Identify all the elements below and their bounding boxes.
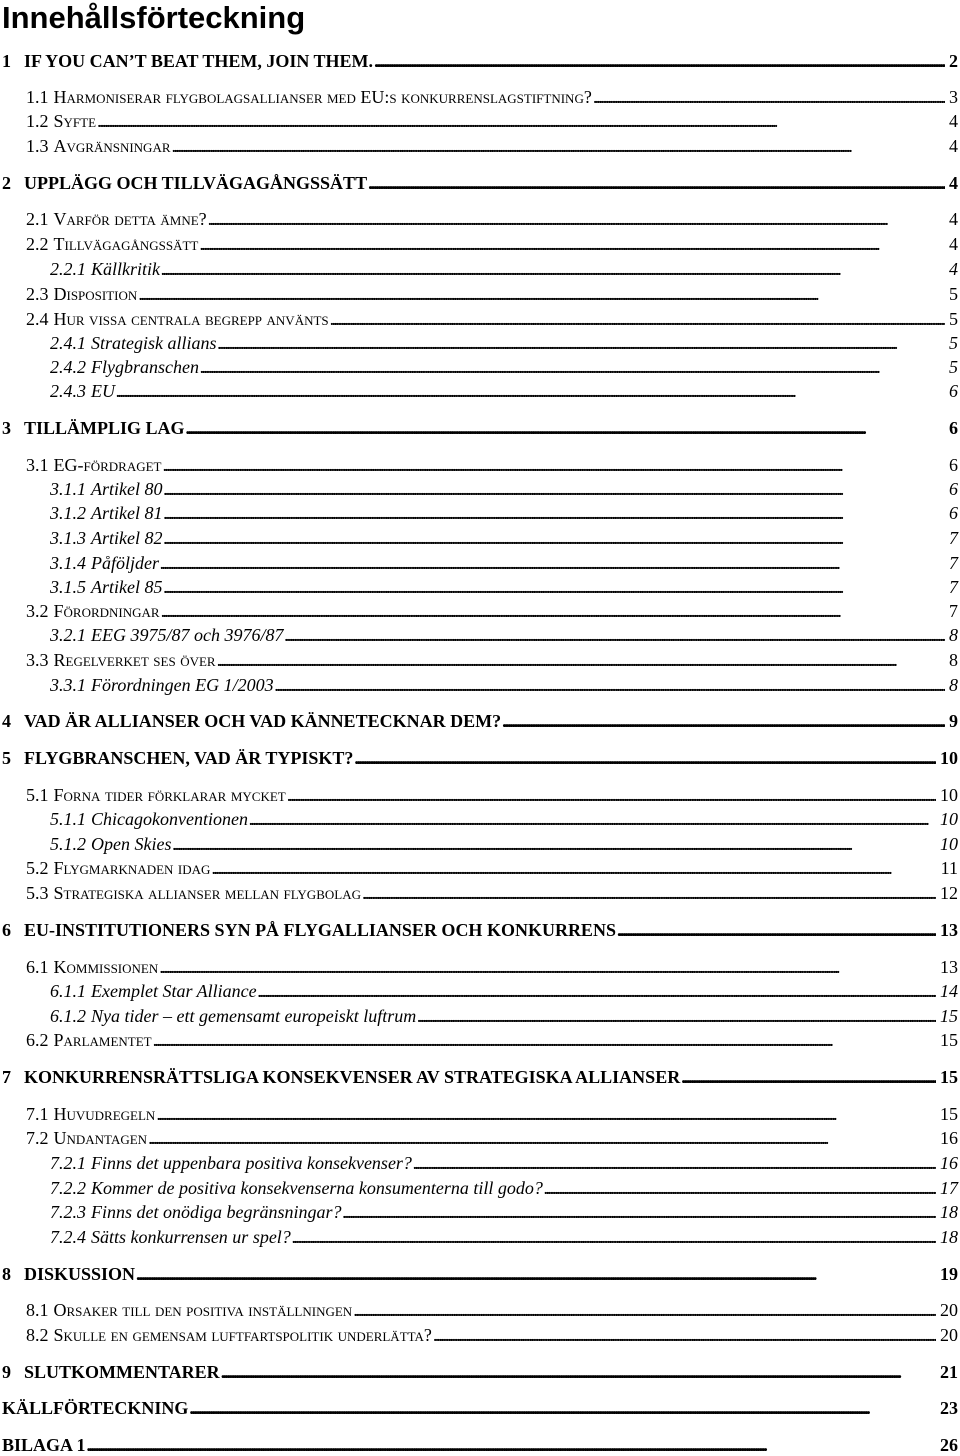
- toc-entry-title: Harmoniserar flygbolagsallianser med EU:s konkurrenslagstiftning?: [53, 87, 592, 107]
- toc-entry[interactable]: [0, 330, 960, 354]
- toc-entry-number: 2.3: [26, 284, 49, 304]
- toc-entry-page-number: 15: [940, 1104, 958, 1124]
- toc-entry[interactable]: [0, 170, 960, 194]
- toc-entry-number: 6.1.1: [50, 981, 86, 1001]
- toc-entry-title: Parlamentet: [53, 1030, 152, 1050]
- toc-entry-number: 3.1.3: [50, 528, 86, 548]
- toc-entry-title: KONKURRENSRÄTTSLIGA KONSEKVENSER AV STRATEGISKA ALLIANSER: [24, 1067, 681, 1087]
- toc-entry[interactable]: [0, 1064, 960, 1088]
- toc-entry-number: 3.2.1: [50, 625, 86, 645]
- toc-entry-title: EU-INSTITUTIONERS SYN PÅ FLYGALLIANSER OCH KONKURRENS: [24, 920, 616, 940]
- toc-entry-title: Regelverket ses över: [53, 650, 216, 670]
- toc-entry-page-number: 7: [949, 601, 958, 621]
- toc-entry[interactable]: [0, 281, 960, 305]
- toc-entry-number: 3.1.4: [50, 553, 86, 573]
- toc-entry-title: VAD ÄR ALLIANSER OCH VAD KÄNNETECKNAR DEM?: [24, 711, 502, 731]
- toc-entry-number: 7.2.1: [50, 1153, 86, 1173]
- toc-dot-leader: [185, 417, 945, 439]
- toc-entry[interactable]: [0, 256, 960, 280]
- toc-entry[interactable]: [0, 831, 960, 855]
- toc-entry-page-number: 26: [940, 1435, 958, 1455]
- toc-dot-leader: [373, 50, 945, 72]
- toc-entry-page-number: 5: [949, 309, 958, 329]
- toc-entry[interactable]: [0, 1322, 960, 1346]
- toc-entry[interactable]: [0, 354, 960, 378]
- toc-dot-leader: [367, 172, 945, 194]
- toc-dot-leader: [162, 576, 945, 598]
- toc-dot-leader: [115, 380, 945, 402]
- toc-entry-title: Påföljder: [91, 553, 159, 573]
- toc-entry[interactable]: [0, 1297, 960, 1321]
- toc-entry-page-number: 10: [940, 785, 958, 805]
- toc-entry[interactable]: [0, 1359, 960, 1383]
- page-title: Innehållsförteckning: [2, 0, 306, 35]
- toc-entry-title: Artikel 80: [91, 479, 163, 499]
- toc-entry[interactable]: [0, 48, 960, 72]
- toc-entry-page-number: 15: [940, 1067, 958, 1087]
- toc-entry-title: Disposition: [53, 284, 138, 304]
- toc-entry-number: 5.1.1: [50, 809, 86, 829]
- toc-entry[interactable]: [0, 1395, 960, 1419]
- toc-entry-number: 8.1: [26, 1300, 49, 1320]
- toc-entry[interactable]: [0, 1199, 960, 1223]
- toc-dot-leader: [616, 919, 936, 941]
- toc-entry-title: Exemplet Star Alliance: [91, 981, 257, 1001]
- toc-dot-leader: [501, 710, 945, 732]
- toc-entry-page-number: 14: [940, 981, 958, 1001]
- toc-entry-number: 5: [2, 748, 11, 768]
- toc-entry-title: KÄLLFÖRTECKNING: [2, 1398, 189, 1418]
- toc-dot-leader: [361, 882, 936, 904]
- toc-entry-number: 2.4.3: [50, 381, 86, 401]
- toc-entry-number: 7.2.4: [50, 1227, 86, 1247]
- toc-dot-leader: [162, 478, 945, 500]
- toc-entry-page-number: 23: [940, 1398, 958, 1418]
- toc-entry[interactable]: [0, 476, 960, 500]
- toc-entry-title: FLYGBRANSCHEN, VAD ÄR TYPISKT?: [24, 748, 354, 768]
- toc-entry-page-number: 9: [949, 711, 958, 731]
- toc-entry-number: 8.2: [26, 1325, 49, 1345]
- toc-entry-number: 6.2: [26, 1030, 49, 1050]
- toc-entry[interactable]: [0, 108, 960, 132]
- toc-entry-page-number: 6: [949, 479, 958, 499]
- toc-entry-page-number: 4: [949, 234, 958, 254]
- toc-entry-title: Open Skies: [91, 834, 172, 854]
- toc-entry-number: 7: [2, 1067, 11, 1087]
- toc-entry-number: 2.4.1: [50, 333, 86, 353]
- toc-entry-page-number: 10: [940, 834, 958, 854]
- toc-entry-number: 3.3: [26, 650, 49, 670]
- toc-dot-leader: [147, 1127, 936, 1149]
- toc-entry[interactable]: [0, 1224, 960, 1248]
- toc-entry-number: 3.1.2: [50, 503, 86, 523]
- toc-entry-page-number: 5: [949, 357, 958, 377]
- toc-entry-title: EG-fördraget: [53, 455, 162, 475]
- toc-entry-page-number: 20: [940, 1325, 958, 1345]
- toc-entry-page-number: 8: [949, 675, 958, 695]
- toc-dot-leader: [432, 1324, 936, 1346]
- toc-entry[interactable]: [0, 452, 960, 476]
- toc-dot-leader: [257, 980, 936, 1002]
- toc-entry[interactable]: [0, 206, 960, 230]
- toc-dot-leader: [352, 1299, 936, 1321]
- toc-entry-page-number: 18: [940, 1227, 958, 1247]
- toc-entry-page-number: 2: [949, 51, 958, 71]
- toc-entry[interactable]: [0, 855, 960, 879]
- toc-entry-title: Tillvägagångssätt: [53, 234, 199, 254]
- toc-entry-page-number: 21: [940, 1362, 958, 1382]
- toc-dot-leader: [158, 956, 936, 978]
- toc-entry-number: 3: [2, 418, 11, 438]
- toc-entry-page-number: 8: [949, 650, 958, 670]
- toc-entry-number: 6.1.2: [50, 1006, 86, 1026]
- toc-entry-number: 3.1: [26, 455, 49, 475]
- toc-entry[interactable]: [0, 880, 960, 904]
- toc-dot-leader: [353, 747, 936, 769]
- toc-entry-page-number: 4: [949, 209, 958, 229]
- toc-entry-title: Forna tider förklarar mycket: [53, 785, 286, 805]
- toc-entry-number: 6.1: [26, 957, 49, 977]
- toc-entry[interactable]: [0, 622, 960, 646]
- toc-entry[interactable]: [0, 415, 960, 439]
- toc-entry-title: Syfte: [53, 111, 97, 131]
- toc-entry-title: Kommissionen: [53, 957, 159, 977]
- toc-entry-title: EEG 3975/87 och 3976/87: [91, 625, 284, 645]
- toc-entry-number: 2.2.1: [50, 259, 86, 279]
- toc-dot-leader: [137, 283, 945, 305]
- toc-entry-title: Chicagokonventionen: [91, 809, 248, 829]
- toc-entry[interactable]: [0, 550, 960, 574]
- toc-entry-number: 7.1: [26, 1104, 49, 1124]
- toc-entry-title: Nya tider – ett gemensamt europeiskt luftrum: [91, 1006, 417, 1026]
- toc-entry-page-number: 4: [949, 259, 958, 279]
- toc-entry[interactable]: [0, 1003, 960, 1027]
- toc-entry-number: 8: [2, 1264, 11, 1284]
- toc-entry-number: 1.2: [26, 111, 49, 131]
- toc-entry-title: SLUTKOMMENTARER: [24, 1362, 220, 1382]
- toc-entry-number: 7.2.3: [50, 1202, 86, 1222]
- toc-entry-title: Finns det onödiga begränsningar?: [91, 1202, 342, 1222]
- toc-dot-leader: [291, 1226, 936, 1248]
- toc-entry-page-number: 10: [940, 809, 958, 829]
- toc-entry-title: Förordningen EG 1/2003: [91, 675, 274, 695]
- toc-entry-page-number: 12: [940, 883, 958, 903]
- toc-entry[interactable]: [0, 1027, 960, 1051]
- toc-entry-title: Strategisk allians: [91, 333, 217, 353]
- toc-entry-page-number: 10: [940, 748, 958, 768]
- toc-dot-leader: [412, 1152, 936, 1174]
- toc-entry-title: Artikel 81: [91, 503, 163, 523]
- toc-dot-leader: [329, 308, 945, 330]
- toc-dot-leader: [207, 208, 945, 230]
- toc-entry-page-number: 4: [949, 111, 958, 131]
- toc-entry-title: Sätts konkurrensen ur spel?: [91, 1227, 291, 1247]
- toc-entry[interactable]: [0, 806, 960, 830]
- toc-entry-number: 2.1: [26, 209, 49, 229]
- toc-entry[interactable]: [0, 1432, 960, 1456]
- toc-entry[interactable]: [0, 672, 960, 696]
- toc-entry[interactable]: [0, 1175, 960, 1199]
- toc-entry-page-number: 13: [940, 920, 958, 940]
- toc-dot-leader: [162, 454, 946, 476]
- toc-entry-title: Hur vissa centrala begrepp använts: [53, 309, 329, 329]
- toc-dot-leader: [416, 1005, 936, 1027]
- toc-entry-page-number: 15: [940, 1030, 958, 1050]
- toc-dot-leader: [160, 258, 945, 280]
- toc-entry-number: 2.4.2: [50, 357, 86, 377]
- toc-entry-title: Förordningar: [53, 601, 160, 621]
- toc-entry-number: 5.2: [26, 858, 49, 878]
- toc-dot-leader: [171, 833, 936, 855]
- toc-entry[interactable]: [0, 598, 960, 622]
- toc-entry-title: TILLÄMPLIG LAG: [24, 418, 185, 438]
- toc-entry-number: 5.1: [26, 785, 49, 805]
- toc-entry-page-number: 15: [940, 1006, 958, 1026]
- toc-entry-page-number: 5: [949, 333, 958, 353]
- toc-entry-number: 4: [2, 711, 11, 731]
- toc-entry[interactable]: [0, 1125, 960, 1149]
- toc-entry-title: Kommer de positiva konsekvenserna konsumenterna till godo?: [91, 1178, 543, 1198]
- toc-entry-title: Flygmarknaden idag: [53, 858, 211, 878]
- toc-entry-title: DISKUSSION: [24, 1264, 136, 1284]
- toc-entry-title: Avgränsningar: [53, 136, 171, 156]
- toc-entry-title: Undantagen: [53, 1128, 148, 1148]
- toc-entry-number: 3.2: [26, 601, 49, 621]
- toc-entry[interactable]: [0, 525, 960, 549]
- toc-entry-number: 1.3: [26, 136, 49, 156]
- toc-entry[interactable]: [0, 978, 960, 1002]
- toc-entry[interactable]: [0, 378, 960, 402]
- toc-entry[interactable]: [0, 745, 960, 769]
- toc-entry-number: 9: [2, 1362, 11, 1382]
- toc-entry-title: Artikel 82: [91, 528, 163, 548]
- toc-entry[interactable]: [0, 231, 960, 255]
- toc-entry-page-number: 7: [949, 553, 958, 573]
- toc-entry-title: Artikel 85: [91, 577, 163, 597]
- toc-entry[interactable]: [0, 133, 960, 157]
- toc-dot-leader: [162, 527, 945, 549]
- toc-entry-page-number: 6: [949, 381, 958, 401]
- toc-entry-page-number: 6: [949, 503, 958, 523]
- toc-entry[interactable]: [0, 782, 960, 806]
- toc-dot-leader: [159, 552, 945, 574]
- toc-dot-leader: [680, 1066, 936, 1088]
- toc-dot-leader: [592, 86, 945, 108]
- toc-entry-title: BILAGA 1: [2, 1435, 86, 1455]
- toc-entry[interactable]: [0, 1261, 960, 1285]
- toc-dot-leader: [152, 1029, 936, 1051]
- toc-dot-leader: [86, 1434, 936, 1456]
- toc-entry-title: Källkritik: [91, 259, 160, 279]
- toc-entry[interactable]: [0, 306, 960, 330]
- toc-entry-page-number: 16: [940, 1153, 958, 1173]
- toc-dot-leader: [135, 1263, 936, 1285]
- toc-dot-leader: [198, 233, 945, 255]
- toc-entry-page-number: 4: [949, 173, 958, 193]
- toc-dot-leader: [342, 1201, 937, 1223]
- toc-entry-page-number: 5: [949, 284, 958, 304]
- toc-entry-title: IF YOU CAN’T BEAT THEM, JOIN THEM.: [24, 51, 374, 71]
- toc-dot-leader: [171, 135, 945, 157]
- toc-entry-number: 2: [2, 173, 11, 193]
- toc-entry-number: 2.2: [26, 234, 49, 254]
- toc-entry-number: 5.1.2: [50, 834, 86, 854]
- toc-entry[interactable]: [0, 574, 960, 598]
- toc-entry-page-number: 11: [940, 858, 958, 878]
- toc-entry-page-number: 20: [940, 1300, 958, 1320]
- toc-entry-title: Flygbranschen: [91, 357, 199, 377]
- toc-entry[interactable]: [0, 954, 960, 978]
- toc-entry[interactable]: [0, 1101, 960, 1125]
- toc-entry-title: EU: [91, 381, 115, 401]
- toc-dot-leader: [210, 857, 936, 879]
- toc-dot-leader: [216, 649, 945, 671]
- toc-entry[interactable]: [0, 84, 960, 108]
- toc-entry-page-number: 6: [949, 418, 958, 438]
- toc-entry-title: Orsaker till den positiva inställningen: [53, 1300, 353, 1320]
- toc-entry[interactable]: [0, 647, 960, 671]
- toc-dot-leader: [188, 1397, 936, 1419]
- toc-dot-leader: [286, 784, 936, 806]
- toc-dot-leader: [155, 1103, 936, 1125]
- toc-entry-title: Varför detta ämne?: [53, 209, 207, 229]
- toc-entry-title: UPPLÄGG OCH TILLVÄGAGÅNGSSÄTT: [24, 173, 368, 193]
- toc-entry-title: Finns det uppenbara positiva konsekvenser?: [91, 1153, 412, 1173]
- toc-entry-number: 5.3: [26, 883, 49, 903]
- toc-dot-leader: [220, 1361, 936, 1383]
- toc-entry[interactable]: [0, 917, 960, 941]
- toc-entry-number: 2.4: [26, 309, 49, 329]
- toc-dot-leader: [160, 600, 945, 622]
- toc-entry-number: 7.2: [26, 1128, 49, 1148]
- toc-entry[interactable]: [0, 500, 960, 524]
- toc-dot-leader: [274, 674, 945, 696]
- toc-entry[interactable]: [0, 708, 960, 732]
- toc-entry-title: Huvudregeln: [53, 1104, 156, 1124]
- toc-dot-leader: [248, 808, 936, 830]
- toc-entry-page-number: 18: [940, 1202, 958, 1222]
- toc-entry-page-number: 16: [940, 1128, 958, 1148]
- toc-entry-number: 7.2.2: [50, 1178, 86, 1198]
- toc-entry-page-number: 4: [949, 136, 958, 156]
- toc-entry-number: 6: [2, 920, 11, 940]
- toc-entry-page-number: 19: [940, 1264, 958, 1284]
- toc-entry-number: 3.3.1: [50, 675, 86, 695]
- toc-entry-number: 3.1.5: [50, 577, 86, 597]
- toc-dot-leader: [543, 1177, 936, 1199]
- toc-entry-page-number: 7: [949, 577, 958, 597]
- toc-entry-title: Skulle en gemensam luftfartspolitik underlätta?: [53, 1325, 432, 1345]
- toc-dot-leader: [199, 356, 945, 378]
- toc-entry-number: 1.1: [26, 87, 49, 107]
- toc-entry[interactable]: [0, 1150, 960, 1174]
- toc-dot-leader: [283, 624, 945, 646]
- toc-entry-page-number: 17: [940, 1178, 958, 1198]
- toc-entry-page-number: 8: [949, 625, 958, 645]
- toc-entry-number: 3.1.1: [50, 479, 86, 499]
- toc-entry-page-number: 13: [940, 957, 958, 977]
- toc-dot-leader: [217, 332, 946, 354]
- toc-entry-title: Strategiska allianser mellan flygbolag: [53, 883, 361, 903]
- toc-entry-page-number: 3: [949, 87, 958, 107]
- toc-dot-leader: [162, 502, 945, 524]
- toc-entry-page-number: 7: [949, 528, 958, 548]
- toc-dot-leader: [96, 110, 945, 132]
- toc-entry-number: 1: [2, 51, 11, 71]
- toc-entry-page-number: 6: [949, 455, 958, 475]
